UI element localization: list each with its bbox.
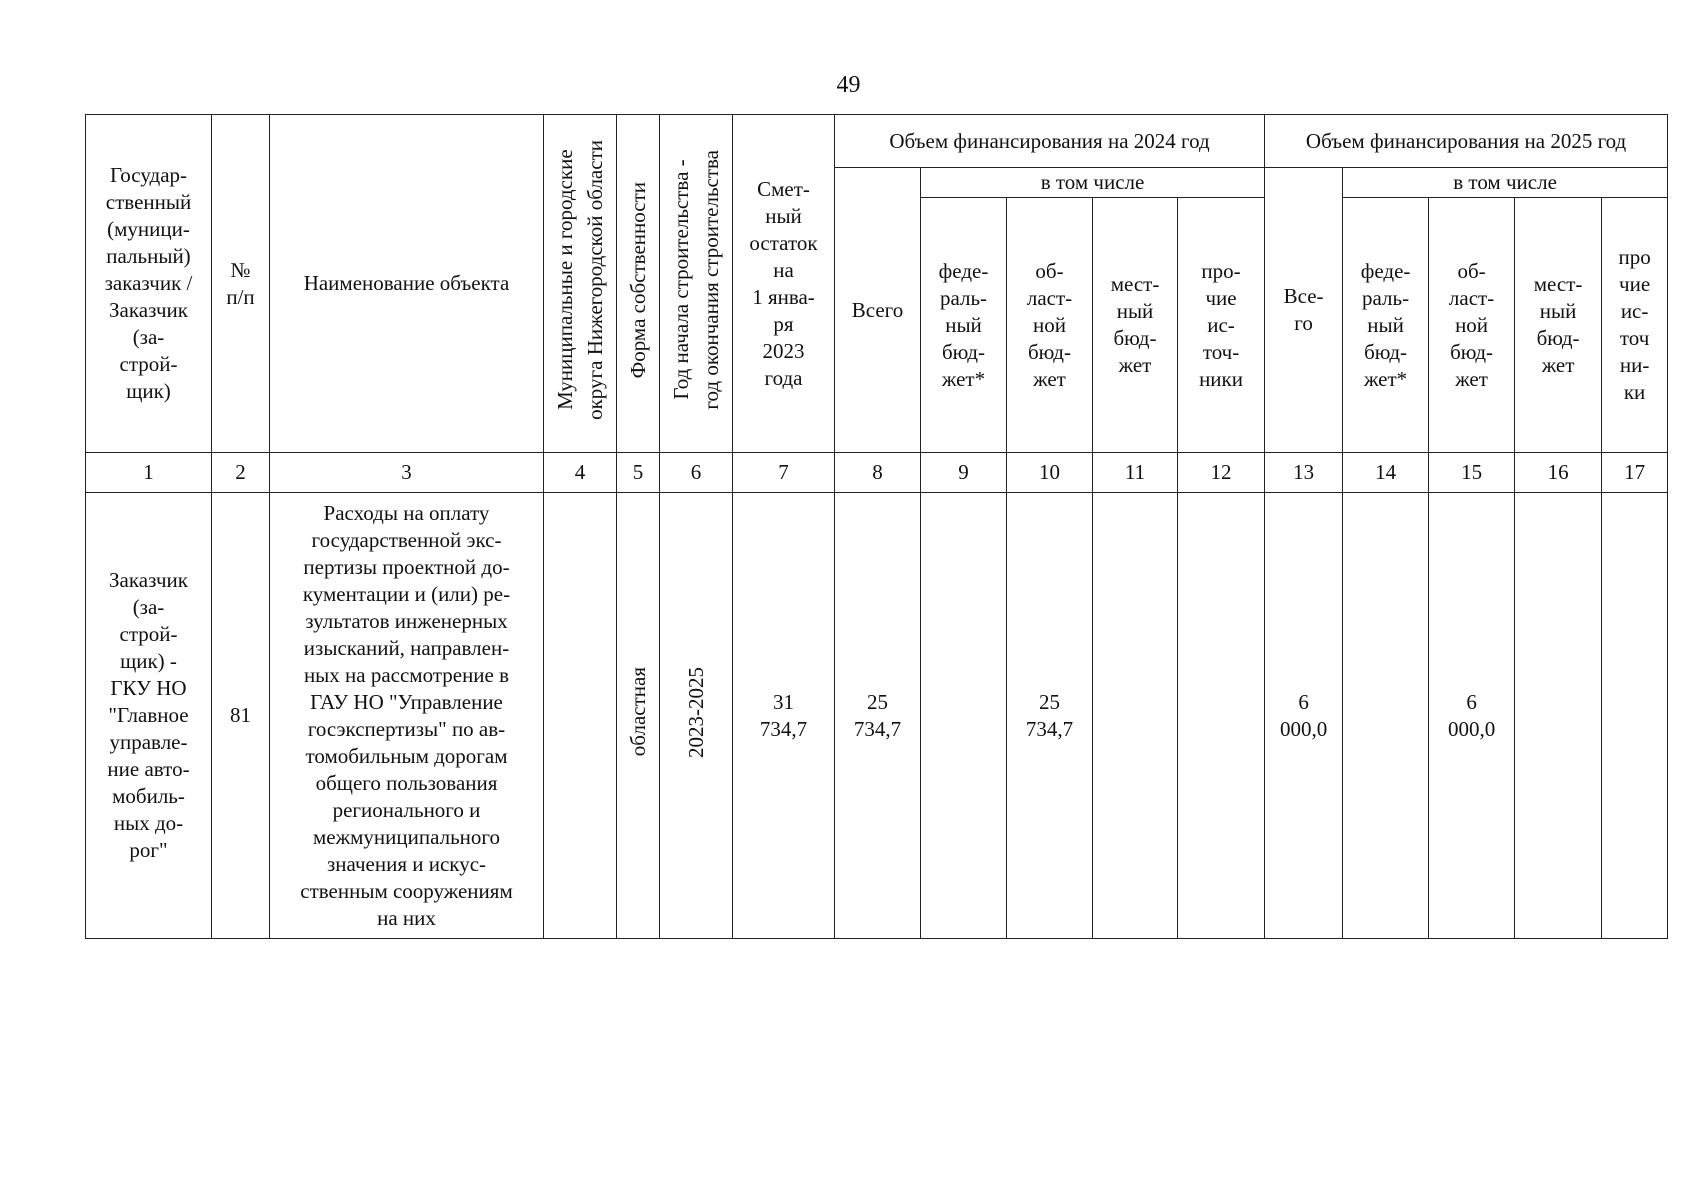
header-fin-2025: Объем финансирования на 2025 год	[1265, 115, 1668, 168]
column-number: 16	[1515, 453, 1602, 493]
header-districts	[544, 115, 617, 453]
header-regional-2025: об- ласт- ной бюд- жет	[1429, 198, 1515, 453]
cell-customer: Заказчик (за- строй- щик) - ГКУ НО "Главное управле- ние авто- мобиль- ных до- рог"	[86, 493, 212, 939]
column-number: 8	[835, 453, 921, 493]
header-federal-2024: феде- раль- ный бюд- жет*	[921, 198, 1007, 453]
column-number: 2	[212, 453, 270, 493]
header-districts-text: Муниципальные и городские округа Нижегородской области	[553, 140, 607, 420]
column-number: 9	[921, 453, 1007, 493]
column-number: 1	[86, 453, 212, 493]
header-row-1	[86, 115, 1668, 168]
cell-local-2024	[1093, 493, 1178, 939]
column-number: 15	[1429, 453, 1515, 493]
cell-federal-2025	[1343, 493, 1429, 939]
cell-districts	[544, 493, 617, 939]
header-including-2025: в том числе	[1343, 168, 1668, 198]
header-estimate: Смет- ный остаток на 1 янва- ря 2023 года	[733, 115, 835, 453]
header-num: № п/п	[212, 115, 270, 453]
column-number: 13	[1265, 453, 1343, 493]
header-other-2025: про чие ис- точ ни- ки	[1602, 198, 1668, 453]
header-total-2024: Всего	[835, 168, 921, 453]
column-number: 4	[544, 453, 617, 493]
header-customer: Государ- ственный (муници- пальный) заказчик / Заказчик (за- строй- щик)	[86, 115, 212, 453]
header-federal-2025: феде- раль- ный бюд- жет*	[1343, 198, 1429, 453]
column-number: 6	[660, 453, 733, 493]
header-object-name: Наименование объекта	[270, 115, 544, 453]
cell-estimate: 31 734,7	[733, 493, 835, 939]
header-ownership-text: Форма собственности	[626, 181, 650, 379]
cell-years-text: 2023-2025	[684, 666, 708, 758]
column-number: 17	[1602, 453, 1668, 493]
cell-num: 81	[212, 493, 270, 939]
column-number: 14	[1343, 453, 1429, 493]
header-years	[660, 115, 733, 453]
header-regional-2024: об- ласт- ной бюд- жет	[1007, 198, 1093, 453]
cell-federal-2024	[921, 493, 1007, 939]
table-row	[86, 493, 1668, 939]
header-local-2024: мест- ный бюд- жет	[1093, 198, 1178, 453]
cell-local-2025	[1515, 493, 1602, 939]
cell-object-name: Расходы на оплату государственной экс- пертизы проектной до- кументации и (или) ре- зультатов инженерных изысканий, направлен- ных на рассмотрение в ГАУ НО "Управление госэкспертизы" по ав- томобильным дорогам общего пользования регионального и межмуниципального значения и искус- ственным сооружениям на них	[270, 493, 544, 939]
header-years-text: Год начала строительства - год окончания строительства	[669, 150, 723, 410]
column-number: 10	[1007, 453, 1093, 493]
header-including-2024: в том числе	[921, 168, 1265, 198]
column-number: 12	[1178, 453, 1265, 493]
cell-total-2024: 25 734,7	[835, 493, 921, 939]
column-number: 5	[617, 453, 660, 493]
cell-other-2025	[1602, 493, 1668, 939]
financing-table	[85, 114, 1668, 939]
header-other-2024: про- чие ис- точ- ники	[1178, 198, 1265, 453]
cell-ownership-text: областная	[626, 667, 650, 757]
column-number: 7	[733, 453, 835, 493]
cell-regional-2025: 6 000,0	[1429, 493, 1515, 939]
column-number-row	[86, 453, 1668, 493]
header-fin-2024: Объем финансирования на 2024 год	[835, 115, 1265, 168]
cell-total-2025: 6 000,0	[1265, 493, 1343, 939]
header-total-2025: Все- го	[1265, 168, 1343, 453]
cell-ownership	[617, 493, 660, 939]
cell-other-2024	[1178, 493, 1265, 939]
header-ownership	[617, 115, 660, 453]
cell-years	[660, 493, 733, 939]
cell-regional-2024: 25 734,7	[1007, 493, 1093, 939]
page-number: 49	[836, 72, 861, 98]
column-number: 3	[270, 453, 544, 493]
header-local-2025: мест- ный бюд- жет	[1515, 198, 1602, 453]
column-number: 11	[1093, 453, 1178, 493]
